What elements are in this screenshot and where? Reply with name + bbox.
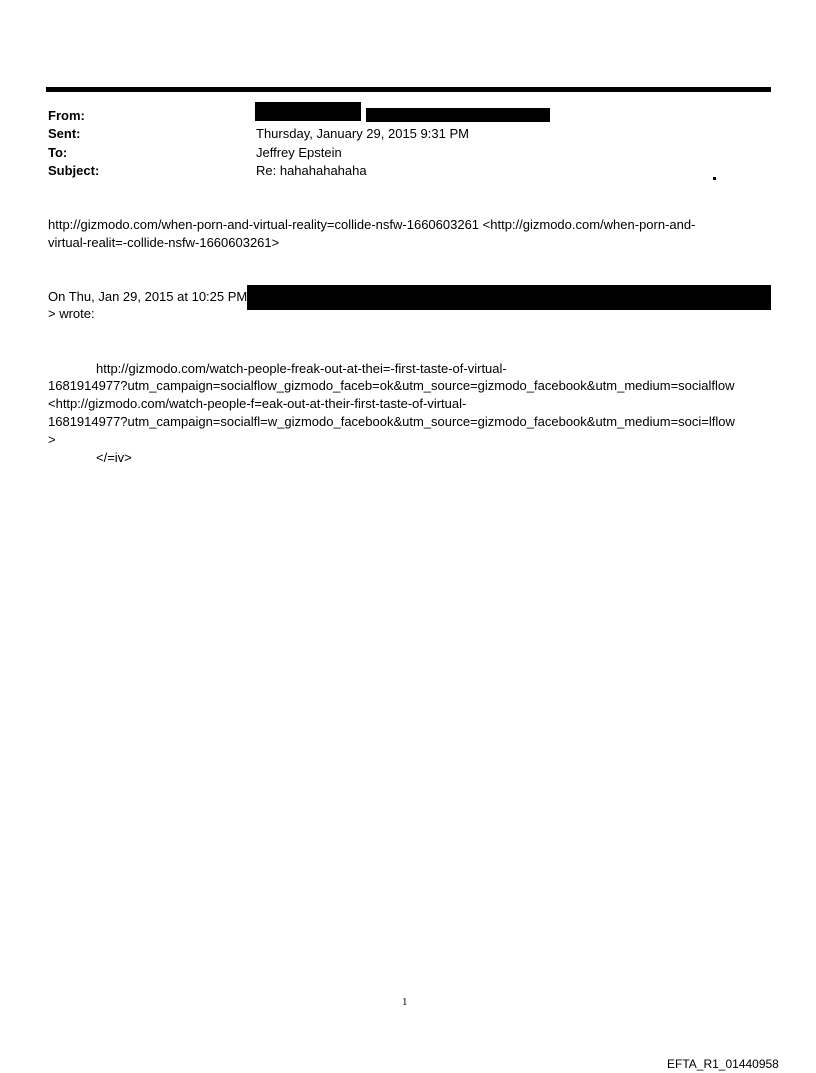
redaction-from-email xyxy=(366,108,550,122)
redaction-quote-sender xyxy=(247,285,771,310)
from-label: From: xyxy=(48,108,85,123)
redaction-from-name xyxy=(255,102,361,121)
page-number: 1 xyxy=(402,996,408,1008)
to-label: To: xyxy=(48,145,68,160)
quote-wrote: > wrote: xyxy=(48,306,95,321)
document-id: EFTA_R1_01440958 xyxy=(667,1057,779,1071)
quoted-line-2: 1681914977?utm_campaign=socialflow_gizmodo_faceb=ok&utm_source=gizmodo_facebook&utm_medium=socialflow xyxy=(48,378,735,393)
header-rule xyxy=(46,87,771,92)
body-link-line-1: http://gizmodo.com/when-porn-and-virtual-reality=collide-nsfw-1660603261 <http://gizmodo.com/when-porn-and- xyxy=(48,217,696,232)
sent-label: Sent: xyxy=(48,126,81,141)
subject-value: Re: hahahahahaha xyxy=(256,163,367,178)
to-value: Jeffrey Epstein xyxy=(256,145,342,160)
quote-intro: On Thu, Jan 29, 2015 at 10:25 PM xyxy=(48,289,248,304)
body-link-line-2: virtual-realit=-collide-nsfw-1660603261> xyxy=(48,235,280,250)
subject-label: Subject: xyxy=(48,163,100,178)
quoted-line-5: > xyxy=(48,432,56,447)
stray-mark xyxy=(713,177,716,180)
quoted-line-4: 1681914977?utm_campaign=socialfl=w_gizmodo_facebook&utm_source=gizmodo_facebook&utm_medium=soci=lflow xyxy=(48,414,735,429)
sent-value: Thursday, January 29, 2015 9:31 PM xyxy=(256,126,469,141)
quoted-line-3: <http://gizmodo.com/watch-people-f=eak-out-at-their-first-taste-of-virtual- xyxy=(48,396,467,411)
quoted-line-6: </=iv> xyxy=(96,450,132,465)
quoted-line-1: http://gizmodo.com/watch-people-freak-out-at-thei=-first-taste-of-virtual- xyxy=(96,361,507,376)
